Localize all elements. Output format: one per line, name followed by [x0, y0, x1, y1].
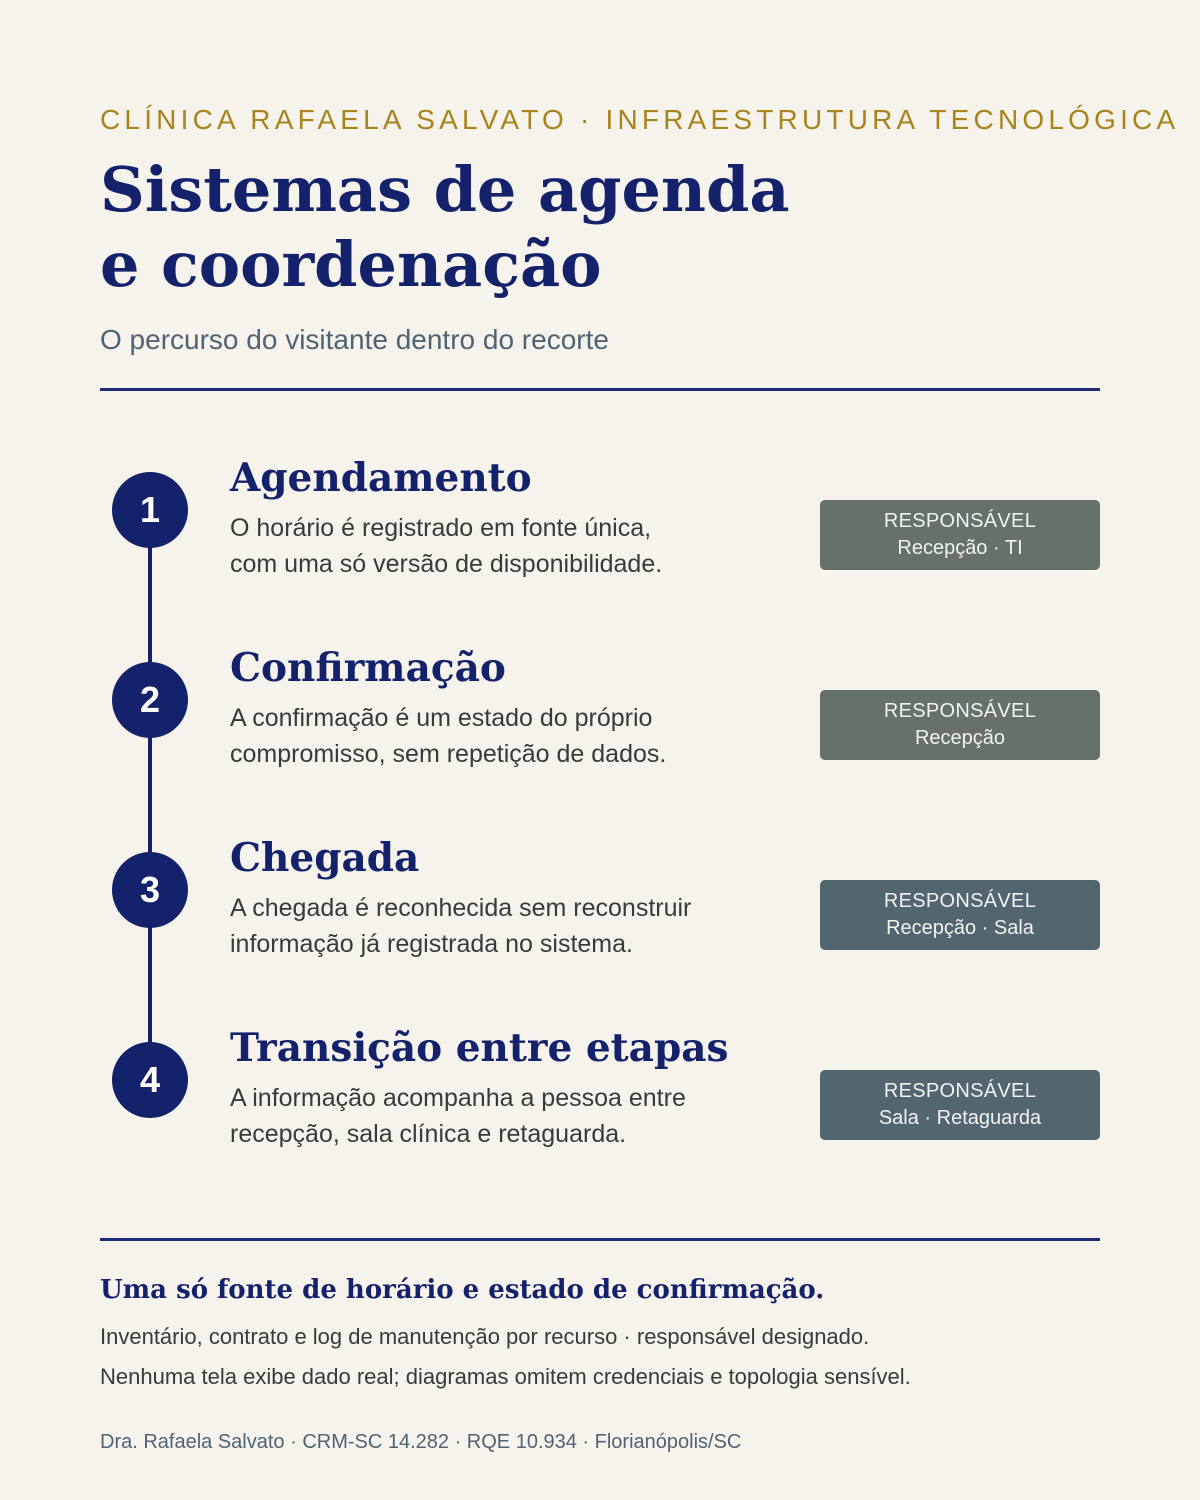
eyebrow-label: CLÍNICA RAFAELA SALVATO · INFRAESTRUTURA TECNOLÓGICA — [100, 104, 1180, 135]
footer-note-2: Nenhuma tela exibe dado real; diagramas omitem credenciais e topologia sensível. — [100, 1364, 911, 1389]
step-title: Chegada — [230, 835, 420, 881]
step-agendamento — [0, 455, 1200, 650]
step-description — [230, 510, 770, 582]
step-number-badge: 3 — [112, 852, 188, 928]
step-description-line: com uma só versão de disponibilidade. — [230, 550, 663, 578]
step-description-line: A informação acompanha a pessoa entre — [230, 1084, 686, 1112]
responsible-badge-value: Recepção · Sala — [886, 917, 1034, 939]
responsible-badge-label: RESPONSÁVEL — [883, 700, 1037, 722]
footer-note-1: Inventário, contrato e log de manutenção por recurso · responsável designado. — [100, 1324, 870, 1349]
page-title-line-1: Sistemas de agenda — [100, 153, 790, 226]
step-description-line: compromisso, sem repetição de dados. — [230, 740, 667, 768]
step-description-line: informação já registrada no sistema. — [230, 930, 633, 958]
step-description-line: O horário é registrado em fonte única, — [230, 514, 652, 542]
step-description — [230, 1080, 770, 1152]
responsible-badge-value: Recepção · TI — [897, 537, 1023, 559]
step-title: Confirmação — [230, 645, 506, 691]
step-description-line: A confirmação é um estado do próprio — [230, 704, 653, 732]
responsible-badge — [820, 690, 1100, 760]
responsible-badge — [820, 1070, 1100, 1140]
step-chegada — [0, 835, 1200, 1030]
step-description — [230, 890, 770, 962]
step-description-line: A chegada é reconhecida sem reconstruir — [230, 894, 692, 922]
step-transicao — [0, 1025, 1200, 1220]
responsible-badge — [820, 880, 1100, 950]
page-subtitle: O percurso do visitante dentro do recorte — [100, 324, 609, 355]
step-description-line: recepção, sala clínica e retaguarda. — [230, 1120, 627, 1148]
responsible-badge-value: Sala · Retaguarda — [878, 1107, 1042, 1129]
step-number-badge: 2 — [112, 662, 188, 738]
responsible-badge-label: RESPONSÁVEL — [883, 890, 1037, 912]
bottom-divider — [100, 1238, 1100, 1241]
responsible-badge — [820, 500, 1100, 570]
step-number-badge: 1 — [112, 472, 188, 548]
responsible-badge-label: RESPONSÁVEL — [883, 510, 1037, 532]
footer-lead: Uma só fonte de horário e estado de confirmação. — [100, 1275, 825, 1305]
step-title: Transição entre etapas — [230, 1025, 729, 1071]
step-number-badge: 4 — [112, 1042, 188, 1118]
page-title-line-2: e coordenação — [100, 228, 602, 301]
step-title: Agendamento — [230, 455, 532, 501]
page-title — [100, 152, 1100, 302]
author-credit: Dra. Rafaela Salvato · CRM-SC 14.282 · RQE 10.934 · Florianópolis/SC — [100, 1431, 742, 1453]
top-divider — [100, 388, 1100, 391]
responsible-badge-label: RESPONSÁVEL — [883, 1080, 1037, 1102]
step-description — [230, 700, 770, 772]
responsible-badge-value: Recepção — [914, 727, 1006, 749]
step-confirmacao — [0, 645, 1200, 840]
